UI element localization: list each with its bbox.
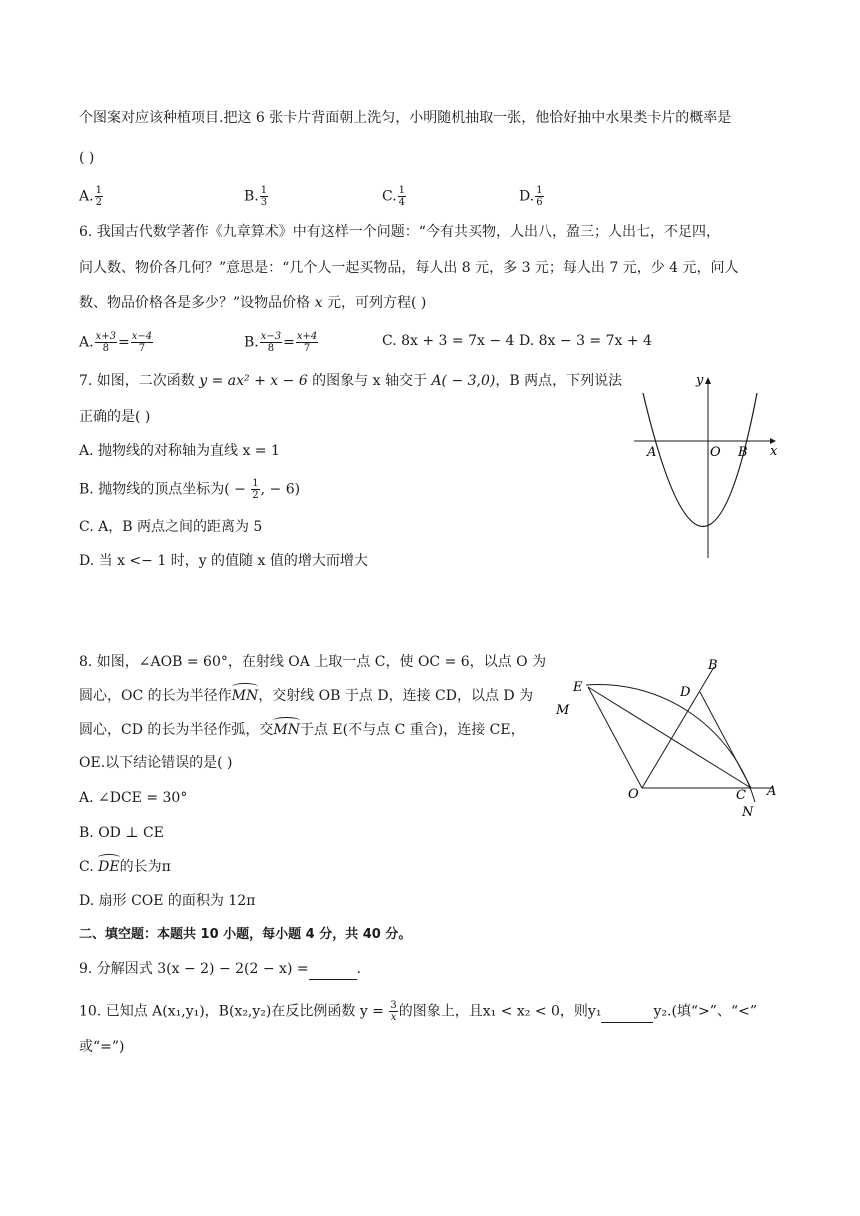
q8-arc-mn-1: MN <box>231 688 259 704</box>
q8-text-line1: 8. 如图，∠AOB = 60°，在射线 OA 上取一点 C，使 OC = 6，以点 O 为 <box>79 654 547 670</box>
q5-option-c: C. $\frac{1}{4}$ <box>382 185 406 208</box>
q5-text-line2: ( ) <box>79 150 95 166</box>
q8-option-c: C. DE的长为π <box>79 859 171 875</box>
q8-text-line3: 圆心，CD 的长为半径作弧，交MN于点 E(不与点 C 重合)，连接 CE， <box>79 722 525 738</box>
q8-option-b: B. OD ⊥ CE <box>79 825 164 841</box>
q10-text-line2: 或“=”) <box>79 1039 125 1055</box>
q9-text: 9. 分解因式 3(x − 2) − 2(2 − x) = . <box>79 959 361 980</box>
q6-option-c: C. 8x + 3 = 7x − 4 <box>382 333 515 349</box>
q8-arc-mn-2: MN <box>273 722 300 738</box>
q5-option-d: D. $\frac{1}{6}$ <box>519 185 543 208</box>
q8-arc-de: DE <box>98 859 120 875</box>
q6-option-d: D. 8x − 3 = 7x + 4 <box>519 333 652 349</box>
q7-graph-label-y: y <box>696 373 704 388</box>
q7-text-line1: 7. 如图，二次函数 y = ax² + x − 6 的图象与 x 轴交于 A( − 3,0)，B 两点，下列说法 <box>79 373 623 389</box>
q10-text-line1: 10. 已知点 A(x₁,y₁)，B(x₂,y₂)在反比例函数 y = $\frac{3}{x}$ 的图象上，且x₁ < x₂ < 0，则y₁ y₂.(填“>”、“<” <box>79 1000 757 1023</box>
q7-graph-label-o: O <box>710 445 721 460</box>
q5-option-a: A. $\frac{1}{2}$ <box>79 185 102 208</box>
q7-option-d: D. 当 x <− 1 时，y 的值随 x 值的增大而增大 <box>79 553 368 569</box>
q7-graph-label-x: x <box>770 444 778 459</box>
q8-geometry-figure <box>550 650 790 825</box>
q8-text-line2: 圆心，OC 的长为半径作MN，交射线 OB 于点 D，连接 CD，以点 D 为 <box>79 688 534 704</box>
q7-option-a: A. 抛物线的对称轴为直线 x = 1 <box>79 443 280 459</box>
q7-option-c: C. A，B 两点之间的距离为 5 <box>79 519 263 535</box>
q5-option-b: B. $\frac{1}{3}$ <box>244 185 268 208</box>
q7-parabola-graph <box>630 368 790 568</box>
q6-option-b: B. $\frac{x-3}{8}$ = $\frac{x+4}{7}$ <box>244 331 318 354</box>
q10-answer-blank[interactable] <box>601 1002 653 1023</box>
q5-text-line1: 个图案对应该种植项目.把这 6 张卡片背面朝上洗匀，小明随机抽取一张，他恰好抽中水果类卡片的概率是 <box>79 110 732 126</box>
q8-figure-label-a: A <box>767 784 777 799</box>
q6-text-line1: 6. 我国古代数学著作《九章算术》中有这样一个问题：“今有共买物，人出八，盈三；人出七，不足四， <box>79 224 720 240</box>
q6-option-a: A. $\frac{x+3}{8}$ = $\frac{x-4}{7}$ <box>79 331 153 354</box>
q8-figure-label-d: D <box>680 685 691 700</box>
q8-figure-label-e: E <box>573 680 583 695</box>
q8-figure-label-b: B <box>708 658 718 673</box>
section-2-heading: 二、填空题：本题共 10 小题，每小题 4 分，共 40 分。 <box>79 927 412 942</box>
q8-option-d: D. 扇形 COE 的面积为 12π <box>79 893 256 909</box>
q6-text-line2: 问人数、物价各几何？”意思是：“几个人一起买物品，每人出 8 元，多 3 元；每人出 7 元，少 4 元，问人 <box>79 260 739 276</box>
q7-text-line2: 正确的是( ) <box>79 409 151 425</box>
q9-answer-blank[interactable] <box>309 959 357 980</box>
q8-figure-label-c: C <box>736 788 746 803</box>
q7-option-b: B. 抛物线的顶点坐标为( − $\frac{1}{2}$ , − 6) <box>79 478 301 501</box>
q8-option-a: A. ∠DCE = 30° <box>79 790 188 806</box>
q7-graph-label-a: A <box>647 445 657 460</box>
q8-figure-label-n: N <box>742 805 754 820</box>
q8-text-line4: OE.以下结论错误的是( ) <box>79 755 233 771</box>
q8-figure-label-o: O <box>628 787 639 802</box>
q8-figure-label-m: M <box>556 703 570 718</box>
q6-text-line3: 数、物品价格各是多少？”设物品价格 x 元，可列方程( ) <box>79 295 427 311</box>
q7-graph-label-b: B <box>738 445 748 460</box>
